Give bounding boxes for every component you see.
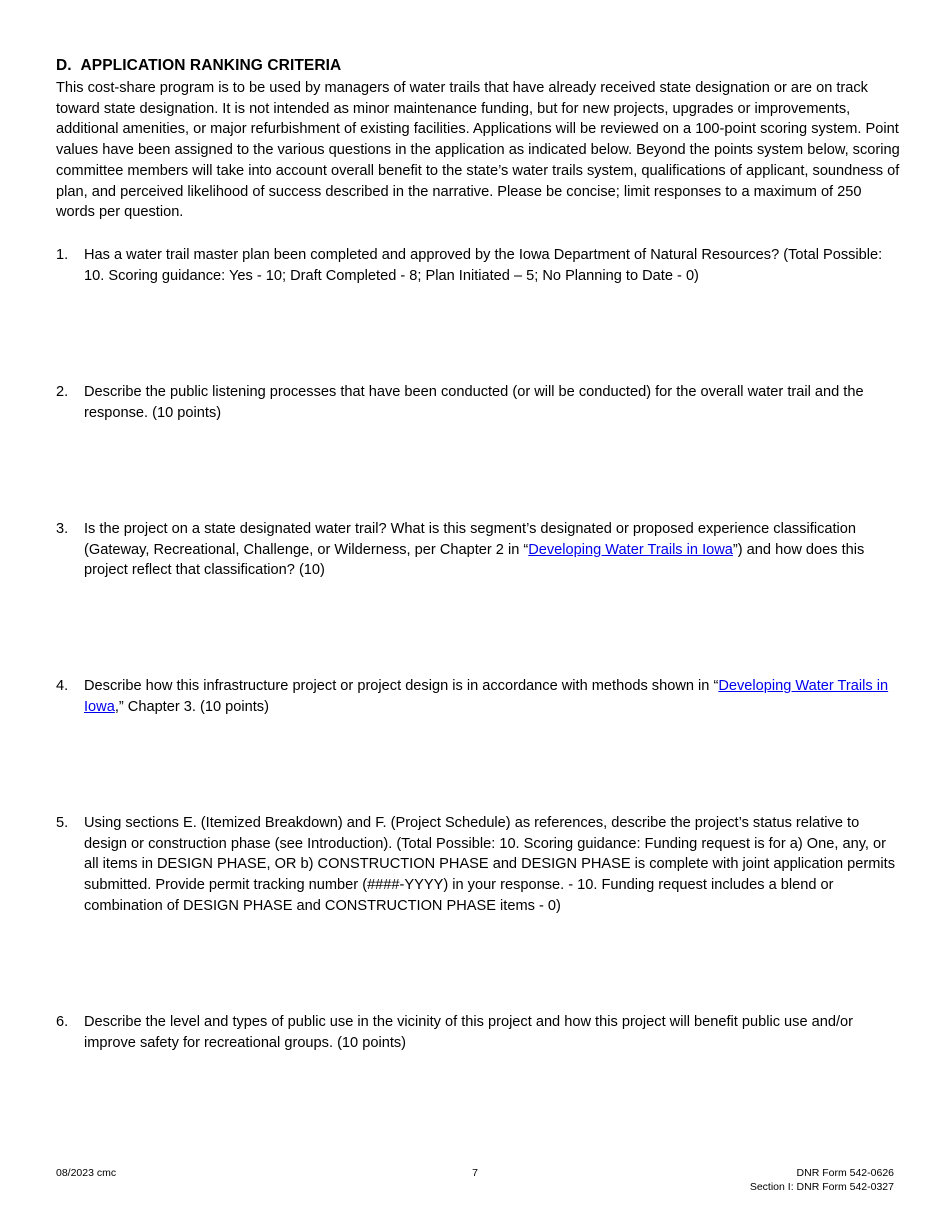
footer-section-form: Section I: DNR Form 542-0327: [749, 1181, 894, 1193]
question-number: 2.: [56, 384, 69, 400]
question-3: [56, 519, 901, 581]
question-4: [56, 676, 901, 717]
question-2: [56, 382, 901, 423]
question-number: 3.: [56, 521, 69, 537]
footer-page-number: 7: [472, 1167, 478, 1179]
question-number: 4.: [56, 678, 69, 694]
developing-water-trails-link[interactable]: Developing Water Trails in Iowa: [528, 541, 733, 558]
question-text: Describe the public listening processes that have been conducted (or will be conducted) for the overall water trail and the response. (10 points): [84, 384, 864, 421]
question-6: [56, 1012, 901, 1053]
question-5: [56, 813, 901, 917]
developing-water-trails-link[interactable]: Developing Water Trails in Iowa: [84, 678, 889, 715]
question-text-after: ,” Chapter 3. (10 points): [114, 698, 269, 715]
question-text-before: Describe how this infrastructure project or project design is in accordance with methods shown in “: [84, 678, 719, 694]
question-text-after: ”) and how does this project reflect that classification? (10): [84, 541, 865, 579]
question-number: 5.: [56, 815, 69, 831]
question-text: [84, 676, 901, 717]
question-1: [56, 245, 901, 286]
question-number: 1.: [56, 247, 69, 263]
footer-form-number: DNR Form 542-0626: [796, 1167, 894, 1179]
question-text-before: Is the project on a state designated water trail? What is this segment’s designated or proposed experience classification (Gateway, Recreational, Challenge, or Wilderness, per Chapter 2 in “: [84, 521, 857, 558]
intro-paragraph: This cost-share program is to be used by managers of water trails that have already received state designation or are on track toward state designation. It is not intended as minor maintenance funding, but for new projects, upgrades or improvements, additional amenities, or major refurbishment of existing facilities. Applications will be reviewed on a 100-point scoring system. Point values have been assigned to the various questions in the application as indicated below. Beyond the points system below, scoring committee members will take into account overall benefit to the state’s water trails system, qualifications of applicant, soundness of plan, and perceived likelihood of success described in the narrative. Please be concise; limit responses to a maximum of 250 words per question.: [56, 80, 900, 221]
question-text: [84, 519, 901, 581]
question-text: Describe the level and types of public use in the vicinity of this project and how this project will benefit public use and/or improve safety for recreational groups. (10 points): [84, 1014, 854, 1051]
section-heading: D. APPLICATION RANKING CRITERIA: [56, 57, 342, 74]
footer-form-info: [750, 1166, 894, 1194]
question-text: Using sections E. (Itemized Breakdown) and F. (Project Schedule) as references, describe the project’s status relative to design or construction phase (see Introduction). (Total Possible: 10. Scoring guidance: Funding request is for a) One, any, or all items in DESIGN PHASE, OR b) CONSTRUCTION PHASE and DESIGN PHASE is complete with joint application permits submitted. Provide permit tracking number (####-YYYY) in your response. - 10. Funding request includes a blend or combination of DESIGN PHASE and CONSTRUCTION PHASE items - 0): [84, 815, 896, 914]
footer-date: 08/2023 cmc: [56, 1167, 117, 1179]
question-text: Has a water trail master plan been completed and approved by the Iowa Department of Natural Resources? (Total Possible: 10. Scoring guidance: Yes - 10; Draft Completed - 8; Plan Initiated – 5; No Planning to Date - 0): [84, 247, 883, 284]
question-number: 6.: [56, 1014, 69, 1030]
